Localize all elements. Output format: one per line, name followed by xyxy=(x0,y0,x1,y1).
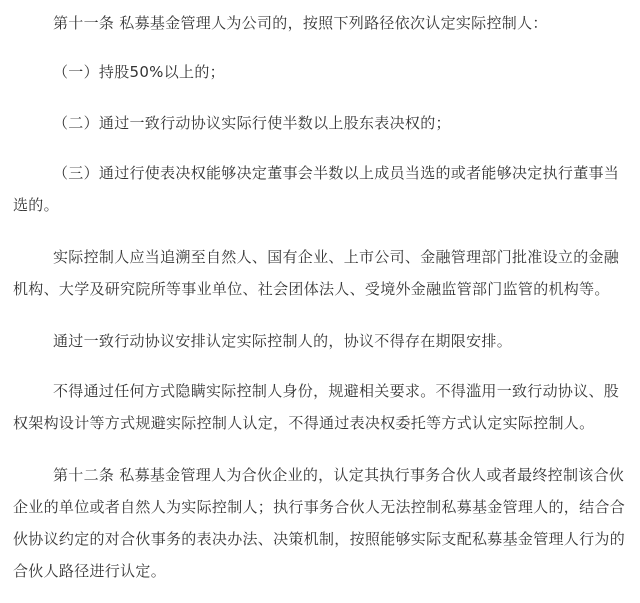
clause-2-paragraph: （二）通过一致行动协议实际行使半数以上股东表决权的； xyxy=(53,114,451,132)
prohibition-paragraph: 不得通过任何方式隐瞒实际控制人身份，规避相关要求。不得滥用一致行动协议、股权架构设计等方式规避实际控制人认定，不得通过表决权委托等方式认定实际控制人。 xyxy=(13,382,620,432)
concert-agreement-paragraph: 通过一致行动协议安排认定实际控制人的，协议不得存在期限安排。 xyxy=(53,332,513,350)
clause-3-paragraph: （三）通过行使表决权能够决定董事会半数以上成员当选的或者能够决定执行董事当选的。 xyxy=(13,164,620,214)
clause-1-paragraph: （一）持股50%以上的； xyxy=(53,63,225,81)
article-12-paragraph: 第十二条 私募基金管理人为合伙企业的，认定其执行事务合伙人或者最终控制该合伙企业的单位或者自然人为实际控制人；执行事务合伙人无法控制私募基金管理人的，结合合伙协议约定的对合伙事务的表决办法、决策机制，按照能够实际支配私募基金管理人行为的合伙人路径进行认定。 xyxy=(13,466,626,580)
article-11-heading-paragraph: 第十一条 私募基金管理人为公司的，按照下列路径依次认定实际控制人： xyxy=(53,14,548,32)
trace-requirement-paragraph: 实际控制人应当追溯至自然人、国有企业、上市公司、金融管理部门批准设立的金融机构、大学及研究院所等事业单位、社会团体法人、受境外金融监管部门监管的机构等。 xyxy=(13,248,620,298)
